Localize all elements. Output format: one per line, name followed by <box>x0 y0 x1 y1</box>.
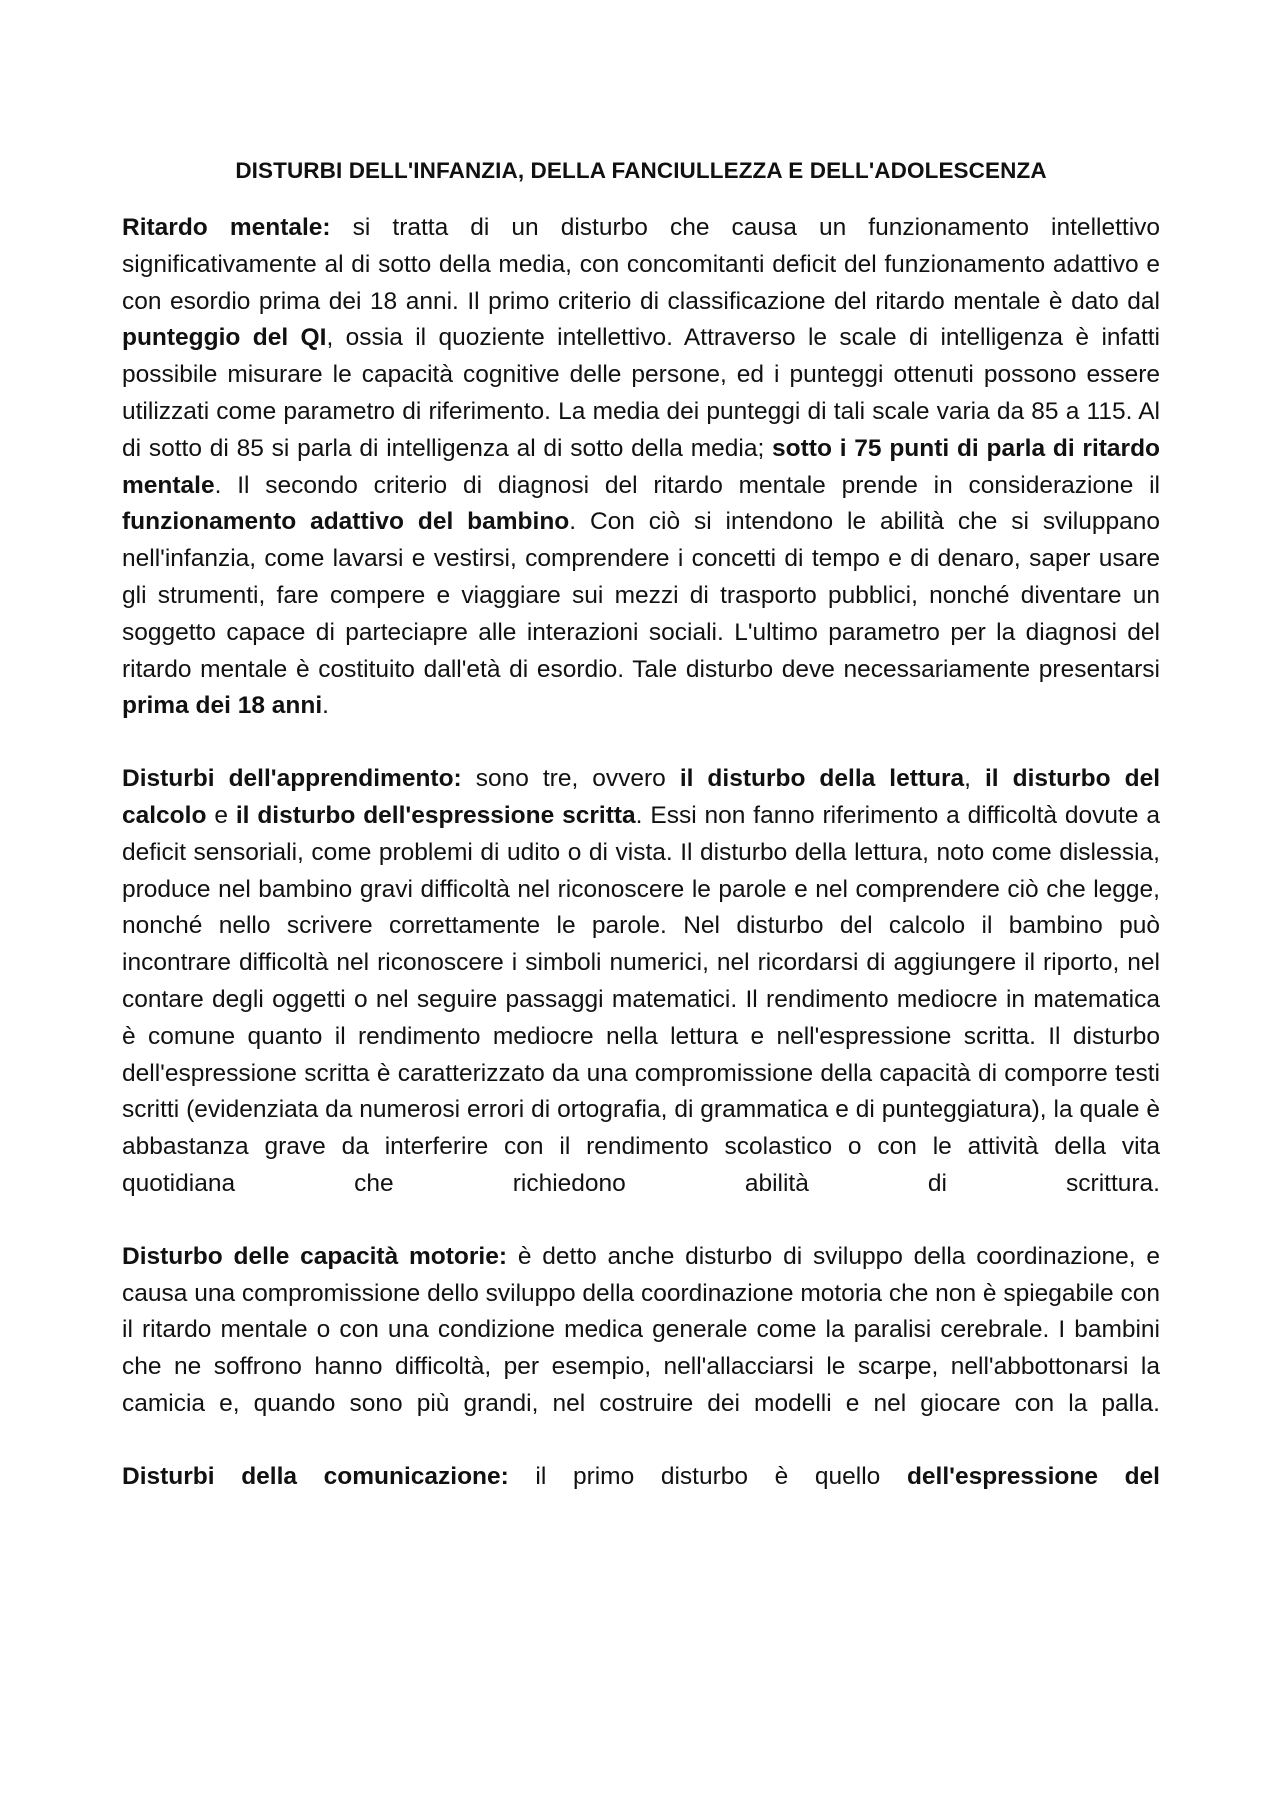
term-punteggio-qi: punteggio del QI <box>122 324 327 352</box>
section-comunicazione <box>122 1459 1160 1496</box>
term-disturbo-lettura: il disturbo della lettura <box>679 765 965 793</box>
text-run: è detto anche disturbo di sviluppo della coordinazione, e causa una compromissione dello sviluppo della coordinazione motoria che non è spiegabile con il ritardo mentale o con una condizione medica generale come la paralisi cerebrale. I bambini che ne soffrono hanno difficoltà, per esempio, nell'allacciarsi le scarpe, nell'abbottonarsi la camicia e, quando sono più grandi, nel costruire dei modelli e nel giocare con la palla. <box>122 1242 1161 1417</box>
text-run: . <box>322 692 329 720</box>
term-prima-18-anni: prima dei 18 anni <box>122 692 323 720</box>
text-run: . Con ciò si intendono le abilità che si sviluppano nell'infanzia, come lavarsi e vestirsi, comprendere i concetti di tempo e di denaro, saper usare gli strumenti, fare compere e viaggiare sui mezzi di trasporto pubblici, nonché diventare un soggetto capace di parteciapre alle interazioni sociali. L'ultimo parametro per la diagnosi del ritardo mentale è costituito dall'età di esordio. Tale disturbo deve necessariamente presentarsi <box>122 508 1160 683</box>
text-run: . Il secondo criterio di diagnosi del ritardo mentale prende in considerazione il <box>214 471 1160 499</box>
term-espressione-del: dell'espressione del <box>906 1462 1160 1490</box>
text-run: e <box>206 801 236 829</box>
section-ritardo-mentale <box>122 210 1160 725</box>
term-sotto-75: sotto i 75 punti di parla di ritardo mentale <box>122 434 1161 499</box>
text-run: , <box>964 765 985 793</box>
text-run: il primo disturbo è quello <box>508 1462 907 1490</box>
section-disturbi-apprendimento <box>122 761 1160 1203</box>
section-capacita-motorie <box>122 1239 1160 1423</box>
term-disturbi-apprendimento: Disturbi dell'apprendimento: <box>122 765 462 793</box>
term-ritardo-mentale: Ritardo mentale: <box>122 214 331 241</box>
term-disturbi-comunicazione: Disturbi della comunicazione: <box>122 1462 509 1490</box>
text-run: sono tre, ovvero <box>461 765 680 793</box>
term-espressione-scritta: il disturbo dell'espressione scritta <box>235 801 636 829</box>
text-run: . Essi non fanno riferimento a difficoltà dovute a deficit sensoriali, come problemi di udito o di vista. Il disturbo della lettura, noto come dislessia, produce nel bambino gravi difficoltà nel riconoscere le parole e nel comprendere ciò che legge, nonché nello scrivere correttamente le parole. Nel disturbo del calcolo il bambino può incontrare difficoltà nel riconoscere i simboli numerici, nel ricordarsi di aggiungere il riporto, nel contare degli oggetti o nel seguire passaggi matematici. Il rendimento mediocre in matematica è comune quanto il rendimento mediocre nella lettura e nell'espressione scritta. Il disturbo dell'espressione scritta è caratterizzato da una compromissione della capacità di comporre testi scritti (evidenziata da numerosi errori di ortografia, di grammatica e di punteggiatura), la quale è abbastanza grave da interferire con il rendimento scolastico o con le attività della vita quotidiana che richiedono abilità di scrittura. <box>122 801 1160 1197</box>
document-page <box>122 150 1160 1532</box>
term-capacita-motorie: Disturbo delle capacità motorie: <box>122 1242 508 1270</box>
text-run: , ossia il quoziente intellettivo. Attraverso le scale di intelligenza è infatti possibile misurare le capacità cognitive delle persone, ed i punteggi ottenuti possono essere utilizzati come parametro di riferimento. La media dei punteggi di tali scale varia da 85 a 115. Al di sotto di 85 si parla di intelligenza al di sotto della media; <box>122 324 1161 462</box>
term-disturbo-calcolo: il disturbo del calcolo <box>122 765 1160 829</box>
document-title: DISTURBI DELL'INFANZIA, DELLA FANCIULLEZZA E DELL'ADOLESCENZA <box>235 158 1047 183</box>
term-funzionamento-adattivo: funzionamento adattivo del bambino <box>122 508 570 536</box>
text-run: si tratta di un disturbo che causa un funzionamento intellettivo significativamente al di sotto della media, con concomitanti deficit del funzionamento adattivo e con esordio prima dei 18 anni. Il primo criterio di classificazione del ritardo mentale è dato dal <box>122 214 1161 315</box>
